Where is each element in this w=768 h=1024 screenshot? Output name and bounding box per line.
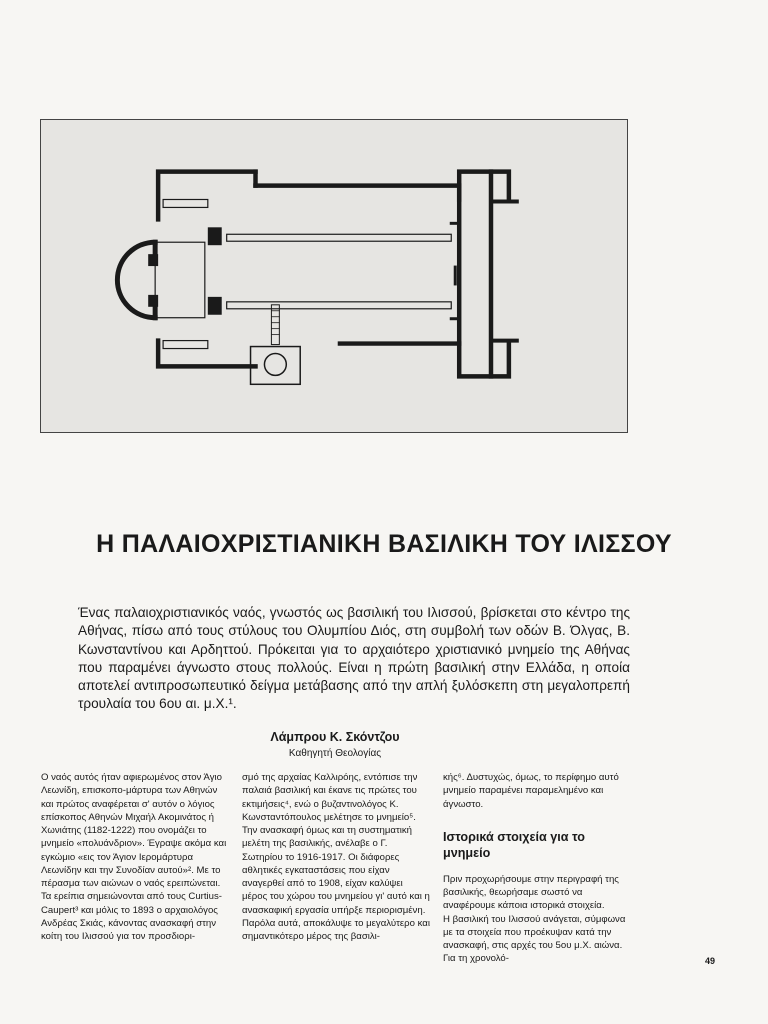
article-lead: Ένας παλαιοχριστιανικός ναός, γνωστός ως βασιλική του Ιλισσού, βρίσκεται στο κέντρο της Αθήνας, πίσω από τους στύλους του Ολυμπίου Διός, στη συμβολή των οδών Β. Όλγας, Β. Κωνσταντίνου και Αρδηττού. Πρόκειται για το αρχαιότερο χριστιανικό μνημείο της Αθήνας που παραμένει άγνωστο στους πολλούς. Είναι η πρώτη βασιλική στην Ελλάδα, η οποία αποτελεί αντιπροσωπευτικό δείγμα μετάβασης από την απλή ξυλόσκεπη στη μεγαλοπρεπή τρουλαία του 6ου αι. μ.Χ.¹. bbox=[78, 605, 630, 712]
body-column-3 bbox=[443, 771, 631, 966]
author-name: Λάμπρου Κ. Σκόντζου bbox=[270, 730, 400, 744]
author-role: Καθηγητή Θεολογίας bbox=[288, 748, 382, 759]
body-paragraph: κής⁶. Δυστυχώς, όμως, το περίφημο αυτό μνημείο παραμένει παραμελημένο και άγνωστο. bbox=[443, 772, 619, 810]
body-paragraph: Ο ναός αυτός ήταν αφιερωμένος στον Άγιο Λεωνίδη, επισκοπο-μάρτυρα των Αθηνών και πρώτος αναφέρεται σ' αυτόν ο λόγιος επίσκοπος Αθηνών Μιχαήλ Ακομινάτος ή Χωνιάτης (1182-1222) που ονομάζει το μνημείο «πολυάνδριον». Έγραψε ακόμα και εγκώμιο «εις τον Άγιον Ιερομάρτυρα Λεωνίδην και την Συνοδίαν αυτού»². Με το πέρασμα των αιώνων ο ναός ερειπώνεται. Τα ερείπια σημειώνονται από τους Curtius-Caupert³ και μόλις το 1893 ο αρχαιολόγος Ανδρέας Σκιάς, κάνοντας ανασκαφή στην κοίτη του Ιλισσού για τον προσδιορι- bbox=[41, 772, 227, 942]
body-paragraph: Η βασιλική του Ιλισσού ανάγεται, σύμφωνα με τα στοιχεία που προέκυψαν κατά την ανασκαφή, στις αρχές του 5ου μ.Χ. αιώνα. Για τη χρονολό- bbox=[443, 913, 626, 965]
body-paragraph: σμό της αρχαίας Καλλιρόης, εντόπισε την παλαιά βασιλική και έκανε τις πρώτες του εκτιμήσεις⁴, ενώ ο βυζαντινολόγος Κ. Κωνσταντόπουλος μελέτησε το μνημείο⁵. bbox=[242, 772, 418, 823]
page-number: 49 bbox=[705, 956, 716, 966]
section-heading: Ιστορικά στοιχεία για το μνημείο bbox=[443, 829, 585, 860]
basilica-floor-plan bbox=[40, 119, 628, 433]
body-paragraph: Πριν προχωρήσουμε στην περιγραφή της βασιλικής, θεωρήσαμε σωστό να αναφέρουμε κάποια ιστορικά στοιχεία. bbox=[443, 873, 619, 912]
author-byline bbox=[230, 730, 440, 759]
body-paragraph: Την ανασκαφή όμως και τη συστηματική μελέτη της βασιλικής, ανέλαβε ο Γ. Σωτηρίου το 1916-1917. Οι διάφορες αθλητικές εγκαταστάσεις που είχαν αναγερθεί από το 1908, είχαν καλύψει μέρος του χώρου του μνημείου γι' αυτό και η ανασκαφική εργασία υπήρξε περιορισμένη. Παρόλα αυτά, αποκάλυψε το μεγαλύτερο και σημαντικότερο μέρος της βασιλι- bbox=[242, 825, 430, 942]
article-title: Η ΠΑΛΑΙΟΧΡΙΣΤΙΑΝΙΚΗ ΒΑΣΙΛΙΚΗ ΤΟΥ ΙΛΙΣΣΟΥ bbox=[96, 530, 672, 558]
floor-plan-drawing bbox=[41, 120, 627, 432]
body-column-1 bbox=[41, 771, 229, 943]
body-column-2 bbox=[242, 771, 430, 943]
